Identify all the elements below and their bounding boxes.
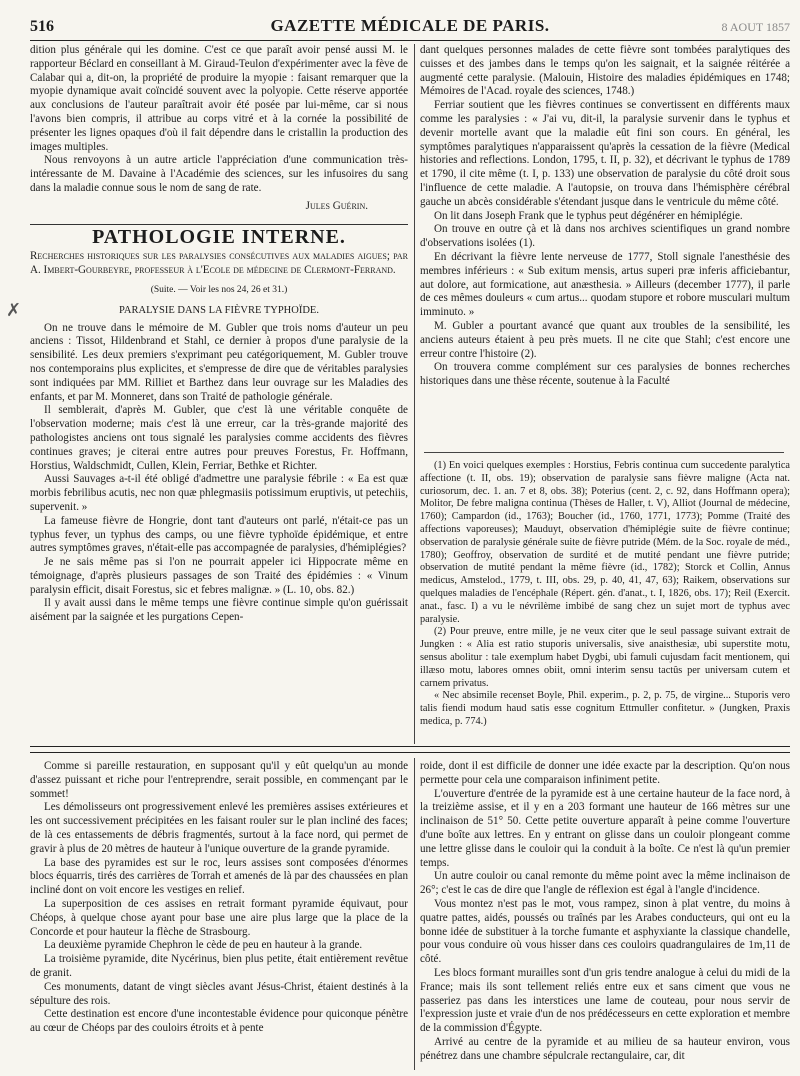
feuilleton-paragraph: Cette destination est encore d'une incontestable évidence pour quiconque pénètre au cœur de Chéops par des couloirs étroits et à pente (30, 1008, 408, 1035)
continuation-note: (Suite. — Voir les nos 24, 26 et 31.) (150, 284, 288, 295)
article-title: Recherches historiques sur les paralysies consécutives aux maladies aigues; par A. Imbert-Gourbeyre, professeur à l'Ecole de médecine de Clermont-Ferrand. (30, 250, 408, 277)
paragraph: On lit dans Joseph Frank que le typhus peut dégénérer en hémiplégie. (434, 209, 743, 222)
footnotes (420, 460, 790, 742)
paragraph: Il semblerait, d'après M. Gubler, que c'est là une véritable conquête de l'observation moderne; mais c'est là une erreur, car la très-grande majorité des pathologistes anciens ont tous signalé les paralysies comme accidents des fièvres continues graves; je citerai entre autres pour preuves Forestus, Fr. Hoffmann, Horstius, Waldschmidt, Cullen, Klein, Ferriar, Bethke et Richter. (30, 404, 408, 472)
feuilleton-paragraph: La deuxième pyramide Chephron le cède de peu en hauteur à la grande. (44, 939, 363, 952)
paragraph: Ferriar soutient que les fièvres continues se convertissent en différents maux comme les paralysies : « J'ai vu, dit-il, la paralysie survenir dans le typhus et devenir mortelle avant que la maladie eût fini son cours. En général, les symptômes paralytiques n'apparaissent qu'après la cessation de la fièvre (Medical histories and reflections. London, 1795, t. II, p. 32), et décrivant le typhus de 1789 et 1790, il cite même (t. I, p. 133) une observation de paralysie du côté droit sous l'influence de cette maladie. A l'autopsie, on trouva dans l'hémisphère cérébral gauche un abcès considérable s'étendant jusque dans le ventricule du même côté. (420, 99, 790, 208)
author-signature: Jules Guérin. (305, 199, 368, 212)
feuilleton-paragraph: La base des pyramides est sur le roc, leurs assises sont composées d'énormes blocs équarris, tirés des carrières de Torrah et amenés de là par des chaussées en plan incliné dont on voit encore les vestiges en relief. (30, 856, 408, 897)
paragraph: En décrivant la fièvre lente nerveuse de 1777, Stoll signale l'anesthésie des membres inférieurs : « Sub exitum mensis, artus superi præ inferis afficiebantur, aut dolore, aut formicatione, aut anæsthesia. » Ailleurs (december 1777), il parle de ces mêmes douleurs « cum artus... quodam stupore et robore musculari multum imminuto. » (420, 250, 790, 319)
margin-annotation: ✗ (6, 300, 22, 320)
paragraph: M. Gubler a pourtant avancé que quant aux troubles de la sensibilité, les anciens auteurs étaient à peu près muets. Il ne cite que Stahl; c'est encore une erreur contre l'histoire (2). (420, 319, 790, 360)
footnote: (2) Pour preuve, entre mille, je ne veux citer que le seul passage suivant extrait de Jungken : « Alia est ratio stuporis universalis, sive anaisthesiæ, ubi superstite motu, sensus abolitur : tale exemplum habet Dygbi, ubi famuli cujusdam facit mentionem, qui illæso motu, labores omnes obiit, omni interim sensu tactûs per universam cutem et carnem privatus. (420, 626, 790, 689)
footnote-rule (424, 452, 784, 453)
paragraph: dant quelques personnes malades de cette fièvre sont tombées paralytiques des cuisses et des jambes dans le temps qu'on les saignait, et la saignée réitérée a augmenté cette paralysie. (Malouin, Histoire des maladies épidémiques en 1748; Mémoires de l'Acad. royale des sciences, 1748.) (420, 44, 790, 98)
subheading: PARALYSIE DANS LA FIÈVRE TYPHOÏDE. (119, 304, 319, 316)
feuilleton-paragraph: Les démolisseurs ont progressivement enlevé les premières assises extérieures et les ont successivement précipitées en les faisant rouler sur le plan incliné des faces; de là ces entassements de débris fragmentés, surtout à la face nord, qui permet de gravir à plus de 20 mètres de hauteur à l'unique ouverture de la grande pyramide. (30, 801, 408, 855)
paragraph: On trouvera comme complément sur ces paralysies de bonnes recherches historiques dans une thèse récente, soutenue à la Faculté (420, 361, 790, 388)
journal-title: GAZETTE MÉDICALE DE PARIS. (270, 16, 550, 35)
paragraph: dition plus générale qui les domine. C'est ce que paraît avoir pensé aussi M. le rapporteur Béclard en conseillant à M. Giraud-Teulon d'expérimenter avec la fève de Calabar qui a, dit-on, la propriété de produire la myopie : faisant remarquer que la myopie dynamique avait coïncidé souvent avec la polyopie. Cette réserve apportée aux conclusions de l'auteur paraîtrait avoir été posée par lui-même, car si nous l'avons bien compris, il attribue au corps vitré et à la cornée la possibilité de présenter les lignes opaques d'où il fait dépendre dans le cristallin la production des images multiples. (30, 44, 408, 153)
feuilleton-paragraph: Comme si pareille restauration, en supposant qu'il y eût quelqu'un au monde d'assez puissant et riche pour l'entreprendre, serait possible, en commençant par le sommet! (30, 760, 408, 800)
feuilleton-paragraph: roide, dont il est difficile de donner une idée exacte par la description. Qu'on nous permette pour cela une comparaison infiniment petite. (420, 760, 790, 786)
paragraph: Nous renvoyons à un autre article l'appréciation d'une communication très-intéressante de M. Davaine à l'Académie des sciences, sur les infusoires du sang dans la maladie connue sous le nom de sang de rate. (30, 154, 408, 194)
feuilleton-divider (414, 758, 415, 1070)
feuilleton-rule (30, 746, 790, 753)
paragraph: La fameuse fièvre de Hongrie, dont tant d'auteurs ont parlé, n'était-ce pas un typhus fever, un typhus des camps, ou une fièvre typhoïde épidémique, et entre autres symptômes graves, n'était-elle pas accompagnée de paralysies, d'hémiplégies? (30, 514, 408, 555)
feuilleton-left (30, 760, 408, 1070)
footnote: « Nec absimile recenset Boyle, Phil. experim., p. 2, p. 75, de virgine... Stuporis vero talis fiendi modum haud satis esse cognitum Ettmuller confitetur. » (Jungken, Praxis medica, p. 774.) (420, 690, 790, 727)
page-header (30, 14, 790, 41)
feuilleton-paragraph: La troisième pyramide, dite Nycérinus, bien plus petite, était entièrement revêtue de granit. (30, 953, 408, 979)
section-title: PATHOLOGIE INTERNE. (30, 224, 408, 245)
feuilleton-paragraph: Arrivé au centre de la pyramide et au milieu de sa hauteur environ, vous pénétrez dans une chambre sépulcrale rectangulaire, car, dit (420, 1035, 790, 1062)
paragraph: Il y avait aussi dans le même temps une fièvre continue simple qu'on guérissait aisément par la saignée et les purgations Cepen- (30, 597, 408, 624)
feuilleton-paragraph: La superposition de ces assises en retrait formant pyramide équivaut, pour Chéops, à quelque chose ayant pour base une aire plus large que la place de la Concorde et pour hauteur la flèche de Strasbourg. (30, 897, 408, 938)
feuilleton-paragraph: L'ouverture d'entrée de la pyramide est à une certaine hauteur de la face nord, à la treizième assise, et il y en a 203 formant une hauteur de 166 mètres sur une inclinaison de 51° 50. Cette petite ouverture apparaît à peine comme l'ouverture d'une boîte aux lettres. En y entrant on glisse dans un couloir plongeant comme une lettre glisse dans le couloir qui la conduit à la boîte. Ce n'est là qu'un premier temps. (420, 787, 790, 869)
paragraph: Je ne sais même pas si l'on ne pourrait appeler ici Hippocrate même en témoignage, d'après plusieurs passages de son Traité des épidémies : « Vinum paralysin efficit, disait Forestus, sic et febres malignæ. » (L. 10, obs. 82.) (30, 556, 408, 596)
feuilleton-paragraph: Les blocs formant murailles sont d'un gris tendre analogue à celui du midi de la France; mais ils sont tellement reliés entre eux et sans ciment que vous ne passeriez pas dans les interstices une lame de couteau, pour nous servir de l'expression juste et vraie d'un de nos prédécesseurs en cette exploration et membre de la commission d'Égypte. (420, 966, 790, 1035)
feuilleton-paragraph: Un autre couloir ou canal remonte du même point avec la même inclinaison de 26°; c'est le cas de dire que l'angle de réflexion est égal à l'angle d'incidence. (420, 870, 790, 897)
feuilleton-paragraph: Ces monuments, datant de vingt siècles avant Jésus-Christ, étaient destinés à la sépulture des rois. (30, 980, 408, 1007)
column-left (30, 44, 408, 740)
page-number: 516 (30, 18, 54, 35)
column-divider (414, 44, 415, 744)
date-stamp: 8 AOUT 1857 (721, 20, 790, 34)
paragraph: On ne trouve dans le mémoire de M. Gubler que trois noms d'auteur un peu anciens : Tissot, Hildenbrand et Stahl, ce dernier à propos d'une paralysie de la sensibilité. Les deux premiers s'exprimant peu catégoriquement, M. Gubler trouve nos contemporains plus explicites, et s'empresse de dire que de véritables paralysies sont indiquées par MM. Rilliet et Barthez dans leur ouvrage sur les Maladies des enfants, et par M. Monneret, dans son Traité de pathologie générale. (30, 321, 408, 403)
feuilleton-paragraph: Vous montez n'est pas le mot, vous rampez, sinon à plat ventre, du moins à quatre pattes, aidés, poussés ou traînés par les Arabes conducteurs, qui ont eu la bonne idée de substituer à la torche fumante et asphyxiante la classique chandelle, pour vous conduire où vous hisser dans ces couloirs quadrangulaires de 1m,11 de côté. (420, 897, 790, 966)
footnote: (1) En voici quelques exemples : Horstius, Febris continua cum succedente paralytica affectione (t. II, obs. 19); observation de paralysie sans fièvre maligne (Acta nat. curiosorum, dec. 1. an. 7 et 8, obs. 38); Poterius (cent. 2, c. 92, dans Hoffmann opera); Molitor, De febre maligna continua (Thèses de Haller, t. V), Alliot (Journal de médecine, 1760); Campardon (id., 1763); Boucher (id., 1760, 1771, 1773); Pomme (Traité des affections vaporeuses); Mauduyt, observation d'hémiplégie suite de fièvre continue; observation de paralysie générale suite de fièvre putride (Mém. de la Soc. royale de méd., 1780); Geoffroy, observation de surdité et de mutité pendant une fièvre putride; observation de mutité pendant la même fièvre (id., 1782); Storck et Collin, Annus medicus, Amstelod., 1779, t. III, obs. 29, p. 40, 41, 47, 63); Raikem, observations sur quelques maladies de l'encéphale (Répert. gén. d'anat., t. I, 1826, obs. 17); Reil (Exercit. anat., fasc. I) a vu le névrilème imbibé de sang chez un sujet mort de typhus avec paralysie. (420, 460, 790, 625)
column-right (420, 44, 790, 449)
paragraph: On trouve en outre çà et là dans nos archives scientifiques un grand nombre d'observations isolées (1). (420, 223, 790, 250)
feuilleton-right (420, 760, 790, 1070)
paragraph: Aussi Sauvages a-t-il été obligé d'admettre une paralysie fébrile : « Ea est quæ morbis febrilibus acutis, nec non quæ phlegmasiis potissimum eruptivis, ut petechiis, supervenit. » (30, 473, 408, 513)
